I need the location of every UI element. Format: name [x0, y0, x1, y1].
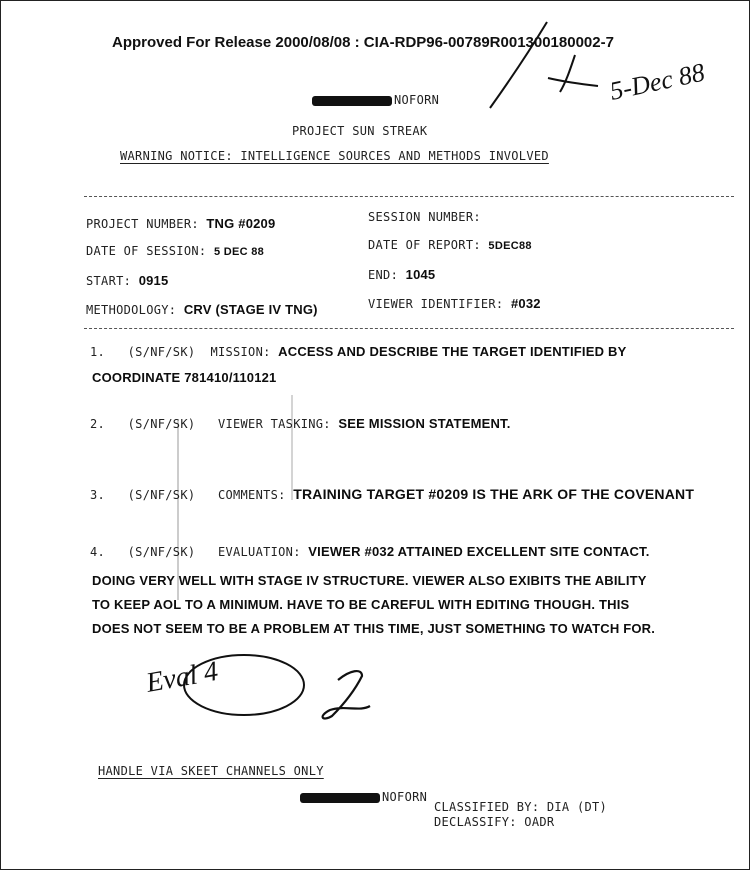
classified-by: CLASSIFIED BY: DIA (DT): [434, 800, 608, 814]
end-field: END: 1045: [368, 267, 436, 282]
release-stamp: Approved For Release 2000/08/08 : CIA-RDP96-00789R001300180002-7: [112, 34, 614, 51]
eval-handwriting: Eval 4: [143, 655, 221, 699]
date-of-report-field: DATE OF REPORT: 5DEC88: [368, 238, 532, 252]
warning-notice: WARNING NOTICE: INTELLIGENCE SOURCES AND METHODS INVOLVED: [120, 149, 549, 163]
item-1-coordinate: COORDINATE 781410/110121: [92, 370, 277, 385]
item-4-line-2: DOING VERY WELL WITH STAGE IV STRUCTURE. VIEWER ALSO EXIBITS THE ABILITY: [92, 573, 647, 588]
item-4-line-3: TO KEEP AOL TO A MINIMUM. HAVE TO BE CAREFUL WITH EDITING THOUGH. THIS: [92, 597, 630, 612]
item-2-tasking: 2. (S/NF/SK) VIEWER TASKING: SEE MISSION STATEMENT.: [90, 416, 511, 431]
project-title: PROJECT SUN STREAK: [292, 124, 428, 138]
viewer-identifier-field: VIEWER IDENTIFIER: #032: [368, 296, 541, 311]
item-1-mission: 1. (S/NF/SK) MISSION: ACCESS AND DESCRIBE THE TARGET IDENTIFIED BY: [90, 344, 627, 359]
methodology-field: METHODOLOGY: CRV (STAGE IV TNG): [86, 302, 318, 317]
item-4-line-4: DOES NOT SEEM TO BE A PROBLEM AT THIS TIME, JUST SOMETHING TO WATCH FOR.: [92, 621, 656, 636]
divider-top: [84, 196, 734, 197]
date-of-session-field: DATE OF SESSION: 5 DEC 88: [86, 244, 265, 258]
item-3-comments: 3. (S/NF/SK) COMMENTS: TRAINING TARGET #0209 IS THE ARK OF THE COVENANT: [90, 486, 695, 502]
redaction-bar: [300, 793, 380, 803]
handwritten-date: 5-Dec 88: [607, 57, 708, 106]
item-4-evaluation: 4. (S/NF/SK) EVALUATION: VIEWER #032 ATTAINED EXCELLENT SITE CONTACT.: [90, 544, 650, 559]
divider-mid: [84, 328, 734, 329]
project-number-field: PROJECT NUMBER: TNG #0209: [86, 216, 276, 231]
classification-top: NOFORN: [312, 93, 439, 107]
declassify: DECLASSIFY: OADR: [434, 815, 555, 829]
handle-via-notice: HANDLE VIA SKEET CHANNELS ONLY: [98, 764, 324, 778]
session-number-field: SESSION NUMBER:: [368, 210, 481, 224]
redaction-bar: [312, 96, 392, 106]
classification-bottom: NOFORN: [300, 790, 427, 804]
start-field: START: 0915: [86, 273, 169, 288]
